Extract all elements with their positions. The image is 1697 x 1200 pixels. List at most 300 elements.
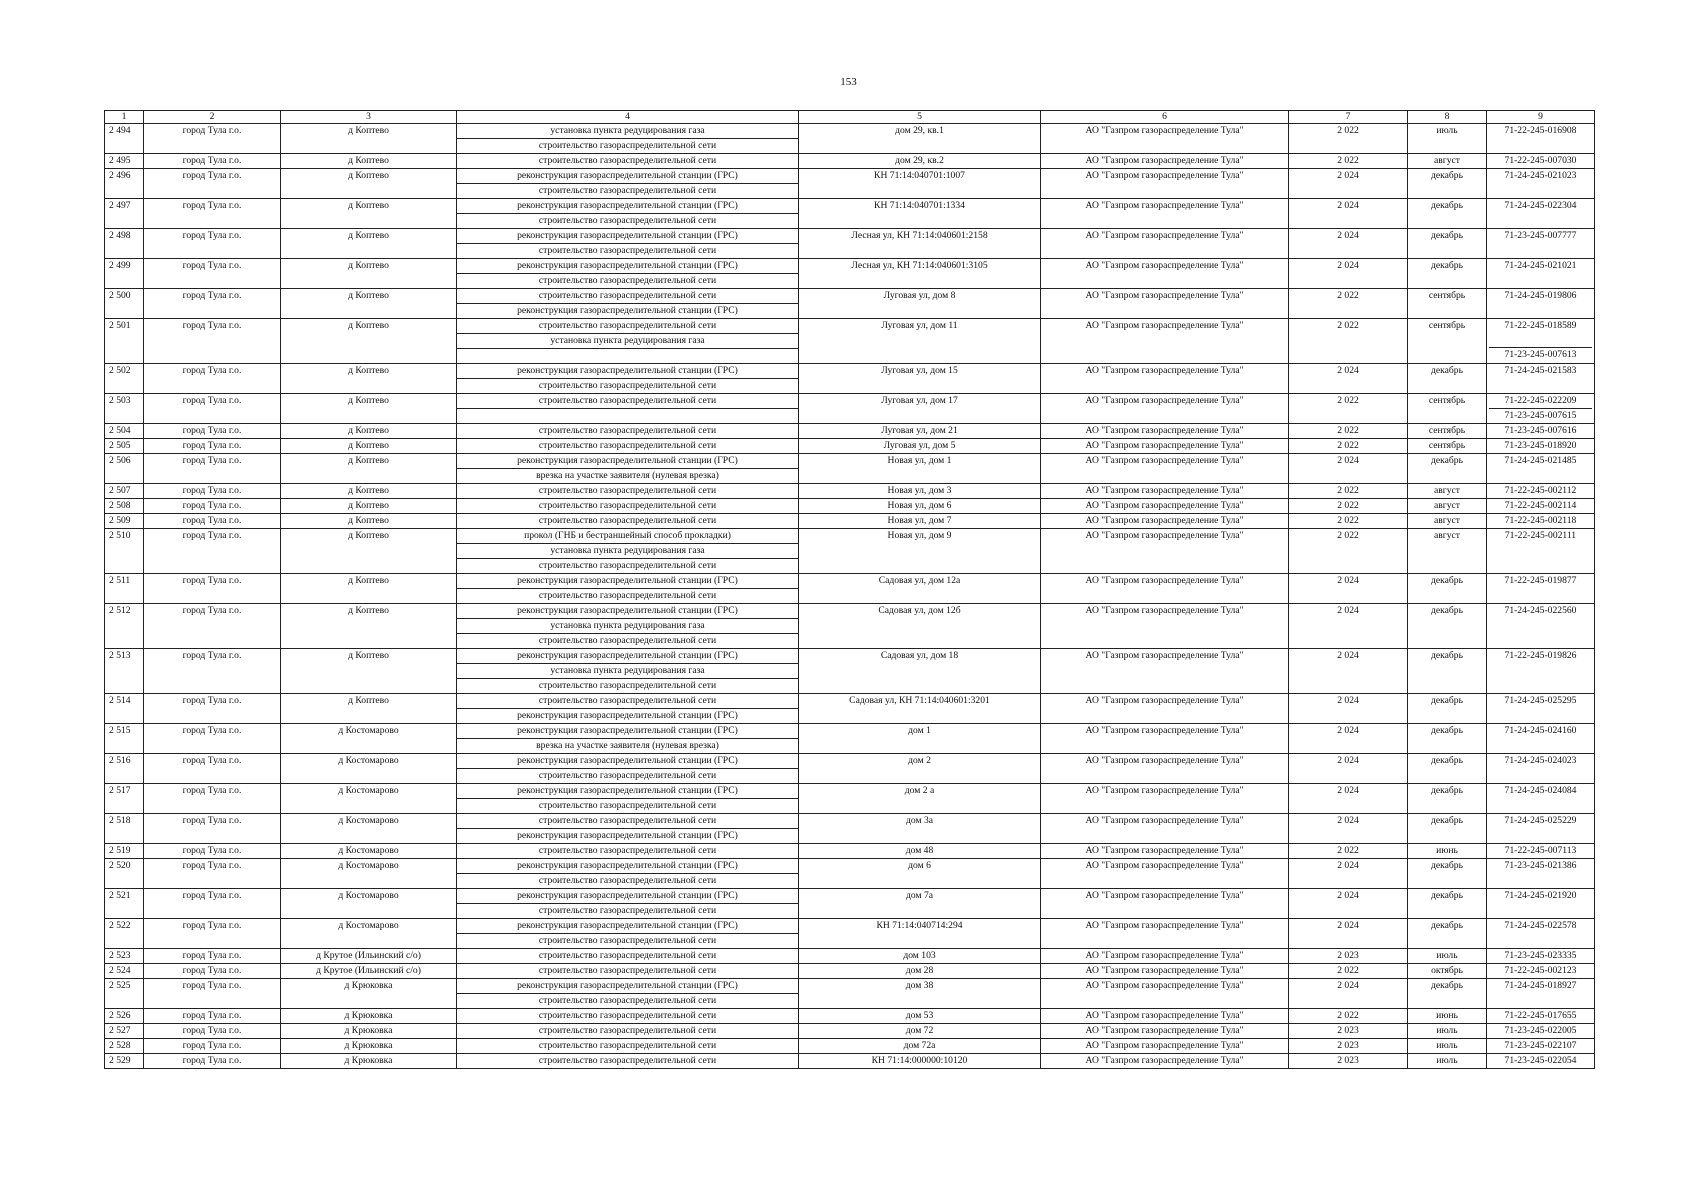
row-number-cell: 2 515	[105, 724, 144, 754]
district-cell: город Тула г.о.	[144, 1054, 281, 1069]
works-cell	[457, 259, 799, 289]
application-code: 71-22-245-002111	[1504, 530, 1577, 541]
district-cell: город Тула г.о.	[144, 949, 281, 964]
locality-cell: д Костомарово	[281, 754, 457, 784]
year-cell: 2 024	[1289, 229, 1408, 259]
year-cell: 2 022	[1289, 394, 1408, 424]
address-cell: дом 3а	[799, 814, 1041, 844]
row-number-cell: 2 499	[105, 259, 144, 289]
row-number-cell: 2 494	[105, 124, 144, 154]
work-type-line: строительство газораспределительной сети	[538, 1010, 717, 1021]
year-cell: 2 023	[1289, 1024, 1408, 1039]
application-code: 71-22-245-019826	[1504, 650, 1577, 661]
organization-cell: АО "Газпром газораспределение Тула"	[1041, 169, 1289, 199]
code-cell	[1487, 424, 1595, 439]
organization-cell: АО "Газпром газораспределение Тула"	[1041, 814, 1289, 844]
application-code: 71-22-245-022209	[1504, 395, 1577, 406]
row-number-cell: 2 495	[105, 154, 144, 169]
month-cell: декабрь	[1408, 259, 1487, 289]
row-number-cell: 2 503	[105, 394, 144, 424]
organization-cell: АО "Газпром газораспределение Тула"	[1041, 154, 1289, 169]
organization-cell: АО "Газпром газораспределение Тула"	[1041, 514, 1289, 529]
table-row	[105, 1009, 1595, 1024]
work-type-line: реконструкция газораспределительной станции (ГРС)	[457, 754, 798, 769]
locality-cell: д Коптево	[281, 319, 457, 364]
organization-cell: АО "Газпром газораспределение Тула"	[1041, 1024, 1289, 1039]
code-cell	[1487, 394, 1595, 424]
row-number-cell: 2 523	[105, 949, 144, 964]
district-cell: город Тула г.о.	[144, 514, 281, 529]
year-cell: 2 024	[1289, 724, 1408, 754]
table-row	[105, 169, 1595, 199]
work-type-line: реконструкция газораспределительной станции (ГРС)	[457, 859, 798, 874]
application-code: 71-24-245-022560	[1504, 605, 1577, 616]
works-cell	[457, 859, 799, 889]
column-header: 4	[457, 111, 799, 124]
address-cell: Новая ул, дом 9	[799, 529, 1041, 574]
works-cell	[457, 424, 799, 439]
month-cell: декабрь	[1408, 919, 1487, 949]
work-type-line	[457, 349, 798, 363]
locality-cell: д Коптево	[281, 514, 457, 529]
locality-cell: д Костомарово	[281, 814, 457, 844]
organization-cell: АО "Газпром газораспределение Тула"	[1041, 454, 1289, 484]
code-cell	[1487, 514, 1595, 529]
year-cell: 2 024	[1289, 199, 1408, 229]
district-cell: город Тула г.о.	[144, 604, 281, 649]
row-number-cell: 2 514	[105, 694, 144, 724]
row-number-cell: 2 501	[105, 319, 144, 364]
works-cell	[457, 889, 799, 919]
table-row	[105, 724, 1595, 754]
address-cell: Луговая ул, дом 5	[799, 439, 1041, 454]
works-cell	[457, 724, 799, 754]
address-cell: Новая ул, дом 7	[799, 514, 1041, 529]
organization-cell: АО "Газпром газораспределение Тула"	[1041, 784, 1289, 814]
organization-cell: АО "Газпром газораспределение Тула"	[1041, 439, 1289, 454]
locality-cell: д Коптево	[281, 694, 457, 724]
locality-cell: д Коптево	[281, 364, 457, 394]
district-cell: город Тула г.о.	[144, 1024, 281, 1039]
work-type-line: строительство газораспределительной сети	[538, 1055, 717, 1066]
locality-cell: д Крюковка	[281, 1009, 457, 1024]
work-type-line: строительство газораспределительной сети	[538, 215, 717, 226]
district-cell: город Тула г.о.	[144, 649, 281, 694]
row-number-cell: 2 505	[105, 439, 144, 454]
year-cell: 2 022	[1289, 1009, 1408, 1024]
works-cell	[457, 394, 799, 424]
organization-cell: АО "Газпром газораспределение Тула"	[1041, 604, 1289, 649]
locality-cell: д Крутое (Ильинский с/о)	[281, 949, 457, 964]
code-cell	[1487, 784, 1595, 814]
code-cell	[1487, 889, 1595, 919]
locality-cell: д Коптево	[281, 499, 457, 514]
table-row	[105, 259, 1595, 289]
works-cell	[457, 1009, 799, 1024]
table-row	[105, 1024, 1595, 1039]
month-cell: сентябрь	[1408, 424, 1487, 439]
table-row	[105, 289, 1595, 319]
table-row	[105, 784, 1595, 814]
work-type-line: строительство газораспределительной сети	[538, 185, 717, 196]
district-cell: город Тула г.о.	[144, 364, 281, 394]
work-type-line: врезка на участке заявителя (нулевая врезка)	[536, 740, 719, 751]
year-cell: 2 024	[1289, 754, 1408, 784]
row-number-cell: 2 520	[105, 859, 144, 889]
works-cell	[457, 694, 799, 724]
address-cell: Садовая ул, дом 12б	[799, 604, 1041, 649]
row-number-cell: 2 526	[105, 1009, 144, 1024]
address-cell: Луговая ул, дом 11	[799, 319, 1041, 364]
application-code: 71-22-245-007113	[1504, 845, 1577, 856]
works-cell	[457, 169, 799, 199]
works-cell	[457, 439, 799, 454]
address-cell: дом 48	[799, 844, 1041, 859]
address-cell: КН 71:14:040714:294	[799, 919, 1041, 949]
locality-cell: д Коптево	[281, 229, 457, 259]
locality-cell: д Костомарово	[281, 724, 457, 754]
row-number-cell: 2 527	[105, 1024, 144, 1039]
month-cell: июль	[1408, 124, 1487, 154]
application-code	[1489, 333, 1592, 347]
locality-cell: д Костомарово	[281, 844, 457, 859]
row-number-cell: 2 516	[105, 754, 144, 784]
year-cell: 2 024	[1289, 889, 1408, 919]
organization-cell: АО "Газпром газораспределение Тула"	[1041, 394, 1289, 424]
code-cell	[1487, 319, 1595, 364]
code-cell	[1487, 484, 1595, 499]
year-cell: 2 024	[1289, 604, 1408, 649]
address-cell: Садовая ул, дом 12а	[799, 574, 1041, 604]
code-cell	[1487, 124, 1595, 154]
table-row	[105, 979, 1595, 1009]
table-row	[105, 1054, 1595, 1069]
row-number-cell: 2 521	[105, 889, 144, 919]
application-code: 71-23-245-018920	[1504, 440, 1577, 451]
work-type-line: прокол (ГНБ и бестраншейный способ прокладки)	[457, 529, 798, 544]
month-cell: июнь	[1408, 1009, 1487, 1024]
month-cell: декабрь	[1408, 814, 1487, 844]
year-cell: 2 024	[1289, 979, 1408, 1009]
code-cell	[1487, 694, 1595, 724]
row-number-cell: 2 502	[105, 364, 144, 394]
district-cell: город Тула г.о.	[144, 394, 281, 424]
code-cell	[1487, 844, 1595, 859]
month-cell: декабрь	[1408, 574, 1487, 604]
year-cell: 2 024	[1289, 814, 1408, 844]
work-type-line: строительство газораспределительной сети	[538, 155, 717, 166]
district-cell: город Тула г.о.	[144, 754, 281, 784]
row-number-cell: 2 512	[105, 604, 144, 649]
work-type-line: строительство газораспределительной сети	[538, 935, 717, 946]
table-row	[105, 859, 1595, 889]
work-type-line: реконструкция газораспределительной станции (ГРС)	[517, 305, 738, 316]
application-code: 71-23-245-021386	[1504, 860, 1577, 871]
district-cell: город Тула г.о.	[144, 169, 281, 199]
work-type-line: врезка на участке заявителя (нулевая врезка)	[536, 470, 719, 481]
work-type-line: строительство газораспределительной сети	[538, 500, 717, 511]
application-code: 71-24-245-025229	[1504, 815, 1577, 826]
address-cell: КН 71:14:040701:1334	[799, 199, 1041, 229]
row-number-cell: 2 497	[105, 199, 144, 229]
organization-cell: АО "Газпром газораспределение Тула"	[1041, 889, 1289, 919]
table-row	[105, 1039, 1595, 1054]
year-cell: 2 022	[1289, 424, 1408, 439]
year-cell: 2 022	[1289, 529, 1408, 574]
table-row	[105, 949, 1595, 964]
work-type-line: строительство газораспределительной сети	[538, 275, 717, 286]
application-code: 71-24-245-024160	[1504, 725, 1577, 736]
address-cell: дом 72а	[799, 1039, 1041, 1054]
work-type-line: строительство газораспределительной сети	[538, 800, 717, 811]
locality-cell: д Коптево	[281, 289, 457, 319]
row-number-cell: 2 522	[105, 919, 144, 949]
code-cell	[1487, 229, 1595, 259]
application-code: 71-24-245-018927	[1504, 980, 1577, 991]
year-cell: 2 024	[1289, 364, 1408, 394]
row-number-cell: 2 498	[105, 229, 144, 259]
row-number-cell: 2 500	[105, 289, 144, 319]
address-cell: КН 71:14:040701:1007	[799, 169, 1041, 199]
district-cell: город Тула г.о.	[144, 574, 281, 604]
organization-cell: АО "Газпром газораспределение Тула"	[1041, 724, 1289, 754]
work-type-line: реконструкция газораспределительной станции (ГРС)	[517, 710, 738, 721]
work-type-line: строительство газораспределительной сети	[538, 380, 717, 391]
work-type-line: строительство газораспределительной сети	[538, 950, 717, 961]
table-row	[105, 814, 1595, 844]
code-cell	[1487, 529, 1595, 574]
district-cell: город Тула г.о.	[144, 724, 281, 754]
application-code: 71-24-245-021920	[1504, 890, 1577, 901]
work-type-line: строительство газораспределительной сети	[538, 680, 717, 691]
district-cell: город Тула г.о.	[144, 499, 281, 514]
month-cell: декабрь	[1408, 604, 1487, 649]
organization-cell: АО "Газпром газораспределение Тула"	[1041, 319, 1289, 364]
gasification-table	[104, 110, 1595, 1069]
district-cell: город Тула г.о.	[144, 199, 281, 229]
organization-cell: АО "Газпром газораспределение Тула"	[1041, 424, 1289, 439]
work-type-line: строительство газораспределительной сети	[538, 1025, 717, 1036]
month-cell: август	[1408, 514, 1487, 529]
district-cell: город Тула г.о.	[144, 319, 281, 364]
code-cell	[1487, 814, 1595, 844]
year-cell: 2 022	[1289, 439, 1408, 454]
district-cell: город Тула г.о.	[144, 454, 281, 484]
work-type-line: строительство газораспределительной сети	[538, 560, 717, 571]
works-cell	[457, 124, 799, 154]
works-cell	[457, 364, 799, 394]
year-cell: 2 022	[1289, 484, 1408, 499]
month-cell: декабрь	[1408, 454, 1487, 484]
work-type-line: реконструкция газораспределительной станции (ГРС)	[457, 364, 798, 379]
application-code: 71-22-245-019877	[1504, 575, 1577, 586]
month-cell: декабрь	[1408, 889, 1487, 919]
work-type-line: реконструкция газораспределительной станции (ГРС)	[457, 724, 798, 739]
month-cell: сентябрь	[1408, 394, 1487, 424]
table-row	[105, 229, 1595, 259]
year-cell: 2 022	[1289, 154, 1408, 169]
district-cell: город Тула г.о.	[144, 289, 281, 319]
code-cell	[1487, 964, 1595, 979]
application-code: 71-22-245-002114	[1504, 500, 1577, 511]
code-cell	[1487, 1024, 1595, 1039]
locality-cell: д Крутое (Ильинский с/о)	[281, 964, 457, 979]
table-row	[105, 604, 1595, 649]
month-cell: июль	[1408, 1024, 1487, 1039]
work-type-line: строительство газораспределительной сети	[538, 905, 717, 916]
month-cell: сентябрь	[1408, 319, 1487, 364]
works-cell	[457, 1039, 799, 1054]
work-type-line: реконструкция газораспределительной станции (ГРС)	[457, 889, 798, 904]
organization-cell: АО "Газпром газораспределение Тула"	[1041, 694, 1289, 724]
organization-cell: АО "Газпром газораспределение Тула"	[1041, 754, 1289, 784]
work-type-line: реконструкция газораспределительной станции (ГРС)	[517, 830, 738, 841]
year-cell: 2 024	[1289, 859, 1408, 889]
year-cell: 2 022	[1289, 964, 1408, 979]
year-cell: 2 022	[1289, 319, 1408, 364]
address-cell: Новая ул, дом 3	[799, 484, 1041, 499]
work-type-line: реконструкция газораспределительной станции (ГРС)	[457, 229, 798, 244]
work-type-line: строительство газораспределительной сети	[457, 289, 798, 304]
works-cell	[457, 949, 799, 964]
district-cell: город Тула г.о.	[144, 1009, 281, 1024]
works-cell	[457, 1054, 799, 1069]
column-header: 9	[1487, 111, 1595, 124]
year-cell: 2 022	[1289, 514, 1408, 529]
organization-cell: АО "Газпром газораспределение Тула"	[1041, 364, 1289, 394]
work-type-line: строительство газораспределительной сети	[538, 140, 717, 151]
address-cell: КН 71:14:000000:10120	[799, 1054, 1041, 1069]
locality-cell: д Коптево	[281, 259, 457, 289]
district-cell: город Тула г.о.	[144, 694, 281, 724]
row-number-cell: 2 525	[105, 979, 144, 1009]
application-code: 71-22-245-017655	[1504, 1010, 1577, 1021]
month-cell: декабрь	[1408, 724, 1487, 754]
code-cell	[1487, 1009, 1595, 1024]
code-cell	[1487, 364, 1595, 394]
month-cell: декабрь	[1408, 979, 1487, 1009]
locality-cell: д Коптево	[281, 154, 457, 169]
works-cell	[457, 529, 799, 574]
locality-cell: д Коптево	[281, 394, 457, 424]
row-number-cell: 2 513	[105, 649, 144, 694]
month-cell: декабрь	[1408, 229, 1487, 259]
work-type-line: строительство газораспределительной сети	[457, 394, 798, 409]
works-cell	[457, 289, 799, 319]
address-cell: дом 2 а	[799, 784, 1041, 814]
district-cell: город Тула г.о.	[144, 919, 281, 949]
work-type-line: строительство газораспределительной сети	[538, 635, 717, 646]
application-code: 71-24-245-021485	[1504, 455, 1577, 466]
year-cell: 2 024	[1289, 259, 1408, 289]
organization-cell: АО "Газпром газораспределение Тула"	[1041, 124, 1289, 154]
organization-cell: АО "Газпром газораспределение Тула"	[1041, 289, 1289, 319]
address-cell: дом 38	[799, 979, 1041, 1009]
works-cell	[457, 229, 799, 259]
year-cell: 2 024	[1289, 694, 1408, 724]
application-code: 71-22-245-018589	[1504, 320, 1577, 331]
table-row	[105, 199, 1595, 229]
column-header: 6	[1041, 111, 1289, 124]
locality-cell: д Коптево	[281, 649, 457, 694]
works-cell	[457, 964, 799, 979]
works-cell	[457, 784, 799, 814]
year-cell: 2 024	[1289, 784, 1408, 814]
row-number-cell: 2 508	[105, 499, 144, 514]
organization-cell: АО "Газпром газораспределение Тула"	[1041, 259, 1289, 289]
month-cell: июнь	[1408, 844, 1487, 859]
district-cell: город Тула г.о.	[144, 229, 281, 259]
locality-cell: д Крюковка	[281, 1054, 457, 1069]
address-cell: Лесная ул, КН 71:14:040601:3105	[799, 259, 1041, 289]
table-row	[105, 319, 1595, 364]
year-cell: 2 023	[1289, 949, 1408, 964]
table-row	[105, 514, 1595, 529]
locality-cell: д Коптево	[281, 124, 457, 154]
month-cell: июль	[1408, 1039, 1487, 1054]
work-type-line: установка пункта редуцирования газа	[457, 544, 798, 559]
code-cell	[1487, 949, 1595, 964]
locality-cell: д Крюковка	[281, 979, 457, 1009]
organization-cell: АО "Газпром газораспределение Тула"	[1041, 199, 1289, 229]
table-row	[105, 529, 1595, 574]
table-row	[105, 754, 1595, 784]
column-header: 7	[1289, 111, 1408, 124]
page-number: 153	[840, 76, 857, 88]
works-cell	[457, 1024, 799, 1039]
code-cell	[1487, 979, 1595, 1009]
district-cell: город Тула г.о.	[144, 784, 281, 814]
row-number-cell: 2 507	[105, 484, 144, 499]
district-cell: город Тула г.о.	[144, 859, 281, 889]
work-type-line: реконструкция газораспределительной станции (ГРС)	[457, 454, 798, 469]
district-cell: город Тула г.о.	[144, 529, 281, 574]
table-row	[105, 964, 1595, 979]
address-cell: Новая ул, дом 1	[799, 454, 1041, 484]
month-cell: декабрь	[1408, 859, 1487, 889]
month-cell: август	[1408, 154, 1487, 169]
work-type-line	[457, 409, 798, 423]
column-header: 5	[799, 111, 1041, 124]
year-cell: 2 023	[1289, 1054, 1408, 1069]
locality-cell: д Коптево	[281, 529, 457, 574]
code-cell	[1487, 724, 1595, 754]
address-cell: Луговая ул, дом 15	[799, 364, 1041, 394]
month-cell: август	[1408, 484, 1487, 499]
row-number-cell: 2 506	[105, 454, 144, 484]
code-cell	[1487, 199, 1595, 229]
code-cell	[1487, 859, 1595, 889]
organization-cell: АО "Газпром газораспределение Тула"	[1041, 919, 1289, 949]
works-cell	[457, 844, 799, 859]
month-cell: август	[1408, 499, 1487, 514]
district-cell: город Тула г.о.	[144, 964, 281, 979]
locality-cell: д Костомарово	[281, 919, 457, 949]
application-code: 71-24-245-022304	[1504, 200, 1577, 211]
address-cell: дом 29, кв.1	[799, 124, 1041, 154]
application-code: 71-22-245-002118	[1504, 515, 1577, 526]
locality-cell: д Коптево	[281, 574, 457, 604]
application-code: 71-24-245-019806	[1504, 290, 1577, 301]
address-cell: дом 1	[799, 724, 1041, 754]
works-cell	[457, 574, 799, 604]
column-header: 3	[281, 111, 457, 124]
table-row	[105, 394, 1595, 424]
year-cell: 2 024	[1289, 169, 1408, 199]
table-row	[105, 454, 1595, 484]
organization-cell: АО "Газпром газораспределение Тула"	[1041, 1054, 1289, 1069]
work-type-line: строительство газораспределительной сети	[538, 590, 717, 601]
